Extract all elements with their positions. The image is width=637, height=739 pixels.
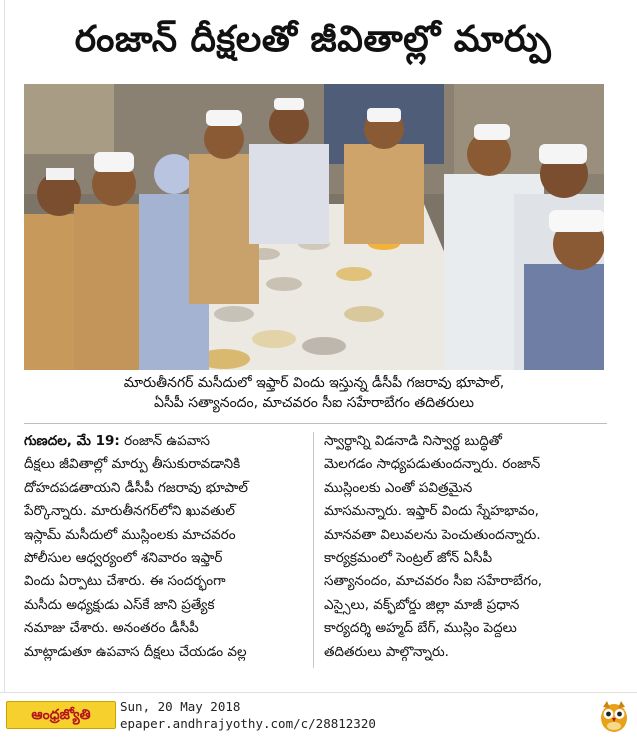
article-line: ఎస్సైలు, వక్ఫ్‌బోర్డు జిల్లా మాజీ ప్రధాన	[324, 596, 520, 613]
headline: రంజాన్ దీక్షలతో జీవితాల్లో మార్పు	[74, 19, 552, 60]
article-line: పోలీసుల ఆధ్వర్యంలో శనివారం ఇఫ్తార్	[24, 550, 223, 567]
article-line: సత్యానందం, మాచవరం సీఐ సహేరాబేగం,	[324, 573, 543, 590]
photo-caption	[24, 373, 604, 413]
page-edge-line	[4, 0, 5, 738]
article-column-right	[324, 430, 602, 664]
article-line: కార్యదర్శి అహ్మద్ బేగ్, ముస్లిం పెద్దలు	[324, 620, 517, 637]
article-line: మాట్లాడుతూ ఉపవాస దీక్షలు చేయడం వల్ల	[24, 643, 247, 660]
article-body	[24, 430, 607, 675]
article-line: ఇస్లామ్ మసీదులో ముస్లింలకు మాచవరం	[24, 526, 236, 543]
epaper-link[interactable]: epaper.andhrajyothy.com/c/28812320	[120, 716, 376, 731]
article-line: విందు ఏర్పాటు చేశారు. ఈ సందర్భంగా	[24, 573, 226, 590]
article-line	[24, 430, 302, 453]
article-line: స్వార్థాన్ని విడనాడి నిస్వార్థ బుద్ధితో	[324, 433, 502, 449]
article-line: పేర్కొన్నారు. మారుతీనగర్‌లోని ఖువతుల్	[24, 503, 235, 520]
dateline: గుణదల, మే 19:	[24, 433, 120, 449]
photo-image	[24, 84, 604, 370]
article-line-text: రంజాన్ ఉపవాస	[119, 433, 210, 449]
article-line: మసీదు అధ్యక్షుడు ఎస్‌కే జాని ప్రత్యేక	[24, 596, 215, 613]
edition-date: Sun, 20 May 2018	[120, 699, 241, 714]
andhrajyothy-logo[interactable]: ఆంధ్రజ్యోతి	[6, 701, 116, 729]
article-line: మాసమన్నారు. ఇఫ్తార్ విందు స్నేహభావం,	[324, 503, 539, 520]
article-column-left	[24, 430, 302, 664]
article-line: మానవతా విలువలను పెంచుతుందన్నారు.	[324, 526, 541, 543]
article-line: దీక్షలు జీవితాల్లో మార్పు తీసుకురావడానికి	[24, 456, 241, 473]
article-line: మెలగడం సాధ్యపడుతుందన్నారు. రంజాన్	[324, 456, 541, 473]
news-photo	[24, 84, 604, 370]
epaper-footer	[0, 692, 637, 739]
owl-icon	[597, 699, 631, 733]
article-line: ముస్లింలకు ఎంతో పవిత్రమైన	[324, 479, 473, 496]
article-line: తదితరులు పాల్గొన్నారు.	[324, 643, 449, 660]
caption-divider	[24, 423, 607, 424]
caption-line-1: మారుతీనగర్ మసీదులో ఇఫ్తార్ విందు ఇస్తున్న డీసీపీ గజరావు భూపాల్,	[123, 375, 505, 391]
article-line: నమాజు చేశారు. అనంతరం డీసీపీ	[24, 620, 199, 637]
column-divider	[313, 432, 314, 668]
article-line: దోహదపడతాయని డీసీపీ గజరావు భూపాల్	[24, 479, 248, 496]
article-line: కార్యక్రమంలో సెంట్రల్ జోన్ ఏసీపీ	[324, 550, 493, 567]
caption-line-2: ఏసీపీ సత్యానందం, మాచవరం సీఐ సహేరాబేగం తదితరులు	[154, 395, 474, 411]
